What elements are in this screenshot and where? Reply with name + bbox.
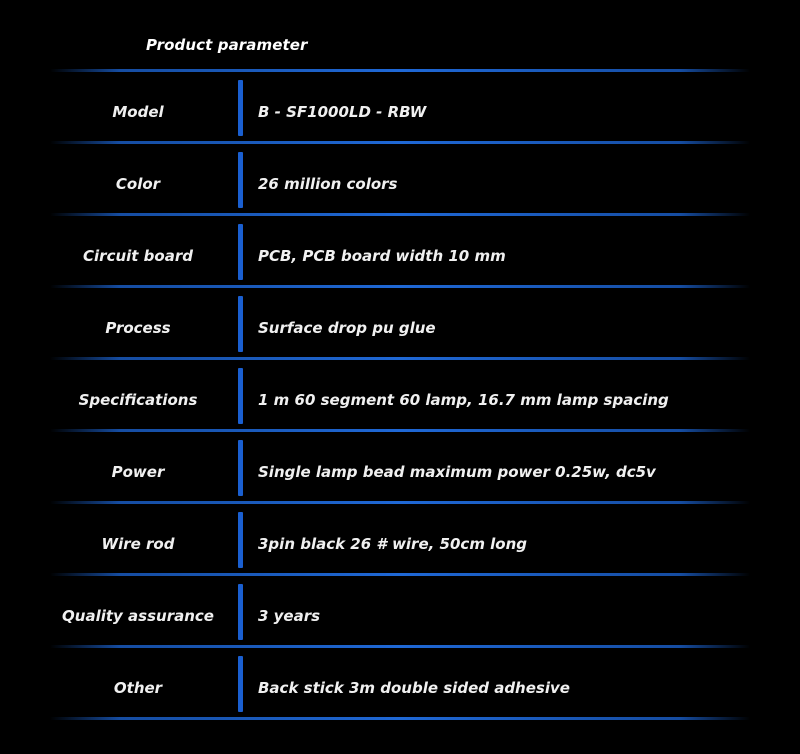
row-label: Other bbox=[113, 679, 163, 697]
row-value: PCB, PCB board width 10 mm bbox=[258, 247, 506, 265]
row-bar bbox=[238, 224, 243, 280]
row-bar bbox=[238, 368, 243, 424]
table-row bbox=[0, 504, 800, 576]
row-value: B - SF1000LD - RBW bbox=[258, 103, 427, 121]
row-label: Color bbox=[115, 175, 161, 193]
table-row bbox=[0, 432, 800, 504]
table-row bbox=[0, 144, 800, 216]
row-value: Single lamp bead maximum power 0.25w, dc5v bbox=[258, 463, 656, 481]
row-bar bbox=[238, 584, 243, 640]
page-title: Product parameter bbox=[146, 36, 308, 54]
table-row bbox=[0, 648, 800, 720]
row-bar bbox=[238, 656, 243, 712]
row-label: Process bbox=[105, 319, 171, 337]
divider bbox=[50, 717, 750, 720]
row-label: Circuit board bbox=[83, 247, 193, 265]
row-label: Power bbox=[111, 463, 165, 481]
table-row bbox=[0, 288, 800, 360]
row-value: Back stick 3m double sided adhesive bbox=[258, 679, 570, 697]
table-row bbox=[0, 72, 800, 144]
table-row bbox=[0, 360, 800, 432]
row-label: Quality assurance bbox=[62, 607, 214, 625]
row-label: Specifications bbox=[78, 391, 198, 409]
row-bar bbox=[238, 440, 243, 496]
table-row bbox=[0, 216, 800, 288]
row-value: 1 m 60 segment 60 lamp, 16.7 mm lamp spacing bbox=[258, 391, 669, 409]
row-label: Model bbox=[112, 103, 164, 121]
row-bar bbox=[238, 512, 243, 568]
row-value: 26 million colors bbox=[258, 175, 398, 193]
table-row bbox=[0, 576, 800, 648]
row-bar bbox=[238, 80, 243, 136]
row-value: 3pin black 26 # wire, 50cm long bbox=[258, 535, 528, 553]
row-label: Wire rod bbox=[101, 535, 175, 553]
row-value: 3 years bbox=[258, 607, 321, 625]
row-value: Surface drop pu glue bbox=[258, 319, 436, 337]
row-bar bbox=[238, 152, 243, 208]
row-bar bbox=[238, 296, 243, 352]
